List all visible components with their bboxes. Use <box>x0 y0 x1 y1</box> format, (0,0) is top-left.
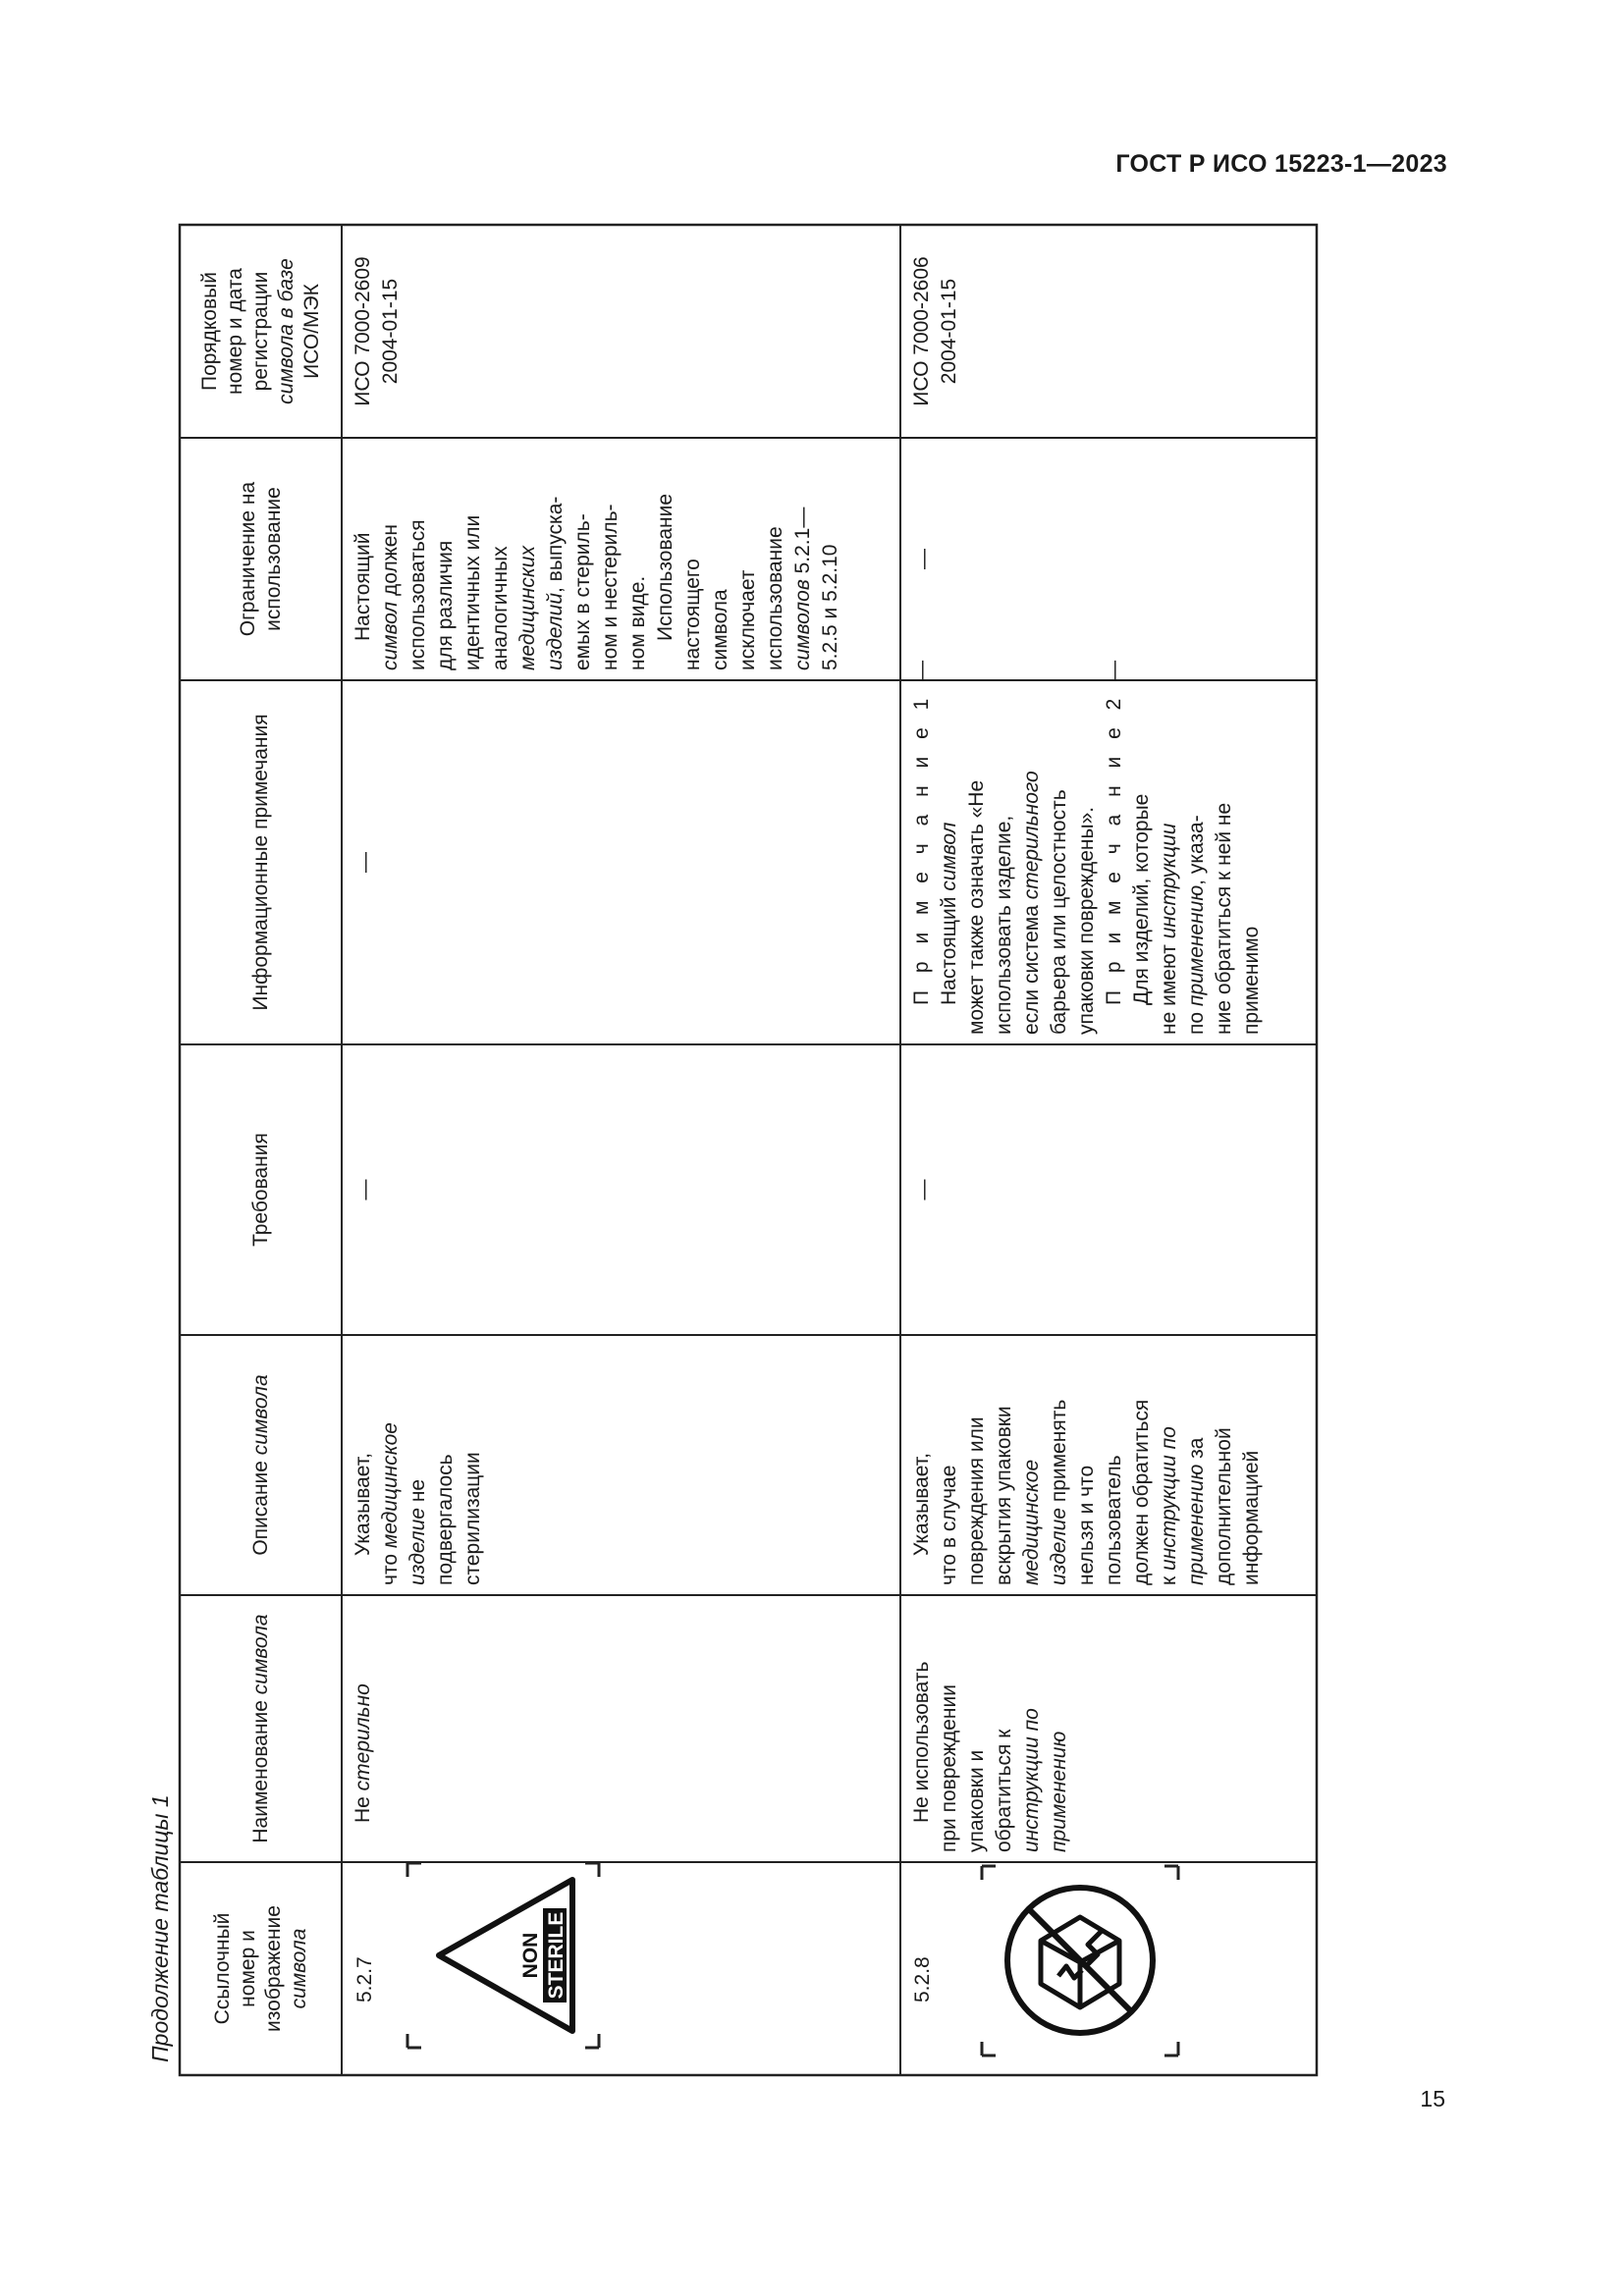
header-text: ИСО/МЭК <box>299 284 323 379</box>
cell-line: 2004-01-15 <box>379 278 402 385</box>
cell-line: — <box>353 852 376 873</box>
cell-line: упаковки и <box>965 1749 988 1852</box>
header-text: регистрации <box>248 271 272 392</box>
header-text: Информационные примечания <box>248 714 272 1011</box>
cell-line: при повреждении <box>938 1684 960 1852</box>
cell-line: изделие <box>1048 1508 1070 1585</box>
non-sterile-triangle-icon <box>398 1857 609 2054</box>
row-5-2-8-name <box>900 1595 1317 1862</box>
header-ref <box>180 1862 342 2075</box>
header-text: Порядковый <box>197 272 221 391</box>
cell-line: изделий <box>544 593 567 670</box>
cell-line: нельзя и что <box>1075 1465 1098 1585</box>
cell-line: применению <box>1185 1464 1208 1585</box>
row-5-2-7-registration <box>342 225 900 438</box>
cell-line: применять <box>1048 1399 1070 1508</box>
cell-line: исключает <box>736 569 759 670</box>
cell-line: — <box>912 1179 935 1201</box>
cell-line: применению <box>1185 884 1208 1007</box>
cell-line: упаковки повреждены». <box>1075 806 1098 1035</box>
header-text: номер и дата <box>223 268 246 396</box>
cell-line: по <box>1185 1006 1208 1035</box>
table-caption: Продолжение таблицы 1 <box>147 1794 173 2062</box>
cell-line: дополнительной <box>1213 1427 1235 1585</box>
header-text: символа <box>287 1928 310 2009</box>
damaged-package-prohibition-icon <box>972 1860 1188 2061</box>
row-5-2-7-restriction <box>342 438 900 680</box>
cell-line: емых в стериль- <box>571 513 594 670</box>
cell-line: 2004-01-15 <box>938 278 960 385</box>
row-5-2-8-description <box>900 1335 1317 1595</box>
cell-line: стерильно <box>352 1683 374 1791</box>
cell-line: обратиться к <box>993 1729 1015 1852</box>
cell-line: ИСО 7000-2609 <box>352 256 374 406</box>
cell-line: П р и м е ч а н и е 2 — <box>1103 654 1125 1005</box>
cell-line: инструкции <box>1158 823 1180 939</box>
cell-line: Использование <box>654 493 677 641</box>
cell-line: ном виде. <box>626 575 649 670</box>
cell-line: Не <box>352 1790 374 1823</box>
row-5-2-7-requirements <box>342 1044 900 1335</box>
header-notes <box>180 680 342 1044</box>
cell-line: использовать изделие, <box>993 815 1015 1035</box>
header-text: Наименование <box>248 1694 272 1843</box>
cell-line: П р и м е ч а н и е 1 — <box>910 654 933 1005</box>
cell-line: Настоящий <box>938 890 960 1005</box>
cell-line: может также означать «Не <box>965 779 988 1035</box>
cell-line: повреждения или <box>965 1416 988 1585</box>
cell-line: барьера или целостность <box>1048 789 1070 1035</box>
cell-line: 5.2.5 и 5.2.10 <box>819 544 841 670</box>
header-name <box>180 1595 342 1862</box>
cell-line: ние обратиться к ней не <box>1213 802 1235 1035</box>
cell-line: должен <box>379 523 402 602</box>
cell-line: , указа- <box>1185 815 1208 885</box>
cell-line: Для изделий, которые <box>1130 793 1153 1005</box>
cell-line: Настоящий <box>352 532 374 641</box>
cell-line: символ <box>379 601 402 670</box>
cell-line: инструкции по <box>1158 1426 1180 1571</box>
row-5-2-8-registration <box>900 225 1317 438</box>
header-text: Ссылочный <box>210 1912 234 2025</box>
header-text: Ограничение на <box>236 481 259 637</box>
row-5-2-7-description <box>342 1335 900 1595</box>
cell-line: 5.2.1— <box>791 507 814 580</box>
header-registration <box>180 225 342 438</box>
row-5-2-8-requirements <box>900 1044 1317 1335</box>
cell-line: ном и нестериль- <box>599 504 622 670</box>
cell-line: медицинских <box>516 546 539 670</box>
cell-line: символ <box>938 822 960 891</box>
cell-line: должен обратиться <box>1130 1399 1153 1585</box>
cell-line: вскрытия упаковки <box>993 1406 1015 1585</box>
row-5-2-7-notes <box>342 680 900 1044</box>
header-text: символа <box>248 1614 272 1695</box>
header-restriction <box>180 438 342 680</box>
cell-line: идентичных или <box>461 514 484 670</box>
symbol-text-non: NON <box>519 1932 542 1979</box>
header-text: Требования <box>248 1133 272 1247</box>
symbol-text-sterile: STERILE <box>545 1911 568 2000</box>
cell-line: Указывает, <box>910 1453 933 1556</box>
header-text: символа в базе <box>274 258 298 404</box>
cell-line: стерильного <box>1020 771 1043 900</box>
cell-line: стерилизации <box>461 1452 484 1585</box>
row-5-2-7-name <box>342 1595 900 1862</box>
cell-line: инструкции по <box>1020 1708 1043 1852</box>
cell-line: если система <box>1020 899 1043 1035</box>
cell-line: информацией <box>1240 1450 1263 1585</box>
cell-line: что <box>379 1548 402 1585</box>
cell-line: ИСО 7000-2606 <box>910 256 933 406</box>
cell-line: подвергалось <box>434 1454 457 1585</box>
header-text: номер и <box>236 1930 259 2007</box>
cell-line: , выпуска- <box>544 496 567 593</box>
cell-line: настоящего <box>681 559 704 670</box>
cell-line: символов <box>791 579 814 670</box>
cell-line: для различия <box>434 540 457 670</box>
cell-line: — <box>353 1179 376 1201</box>
cell-line: использоваться <box>406 519 429 670</box>
header-text: символа <box>248 1374 272 1456</box>
cell-line: Не использовать <box>910 1661 933 1823</box>
cell-line: что в случае <box>938 1465 960 1585</box>
header-text: изображение <box>261 1905 285 2032</box>
cell-line: за <box>1185 1437 1208 1465</box>
cell-line: пользователь <box>1103 1455 1125 1585</box>
cell-line: — <box>912 549 935 569</box>
row-5-2-8-ref: 5.2.8 <box>911 1956 934 2002</box>
header-description <box>180 1335 342 1595</box>
cell-line: к <box>1158 1570 1180 1585</box>
cell-line: изделие <box>406 1508 429 1585</box>
cell-line: не <box>406 1478 429 1508</box>
cell-line: не имеют <box>1158 938 1180 1035</box>
cell-line: Указывает, <box>352 1453 374 1556</box>
header-requirements <box>180 1044 342 1335</box>
header-text: Описание <box>248 1455 272 1556</box>
header-text: использование <box>261 487 285 631</box>
cell-line: медицинское <box>379 1422 402 1549</box>
row-5-2-8-notes <box>900 654 1317 1044</box>
cell-line: использование <box>764 526 786 670</box>
cell-line: применению <box>1048 1731 1070 1852</box>
cell-line: символа <box>709 589 731 670</box>
page-number: 15 <box>1420 2086 1445 2111</box>
cell-line: аналогичных <box>489 546 512 670</box>
cell-line: применимо <box>1240 926 1263 1035</box>
row-5-2-7-ref: 5.2.7 <box>353 1956 376 2002</box>
cell-line: медицинское <box>1020 1459 1043 1585</box>
standard-designation: ГОСТ Р ИСО 15223-1—2023 <box>1115 150 1447 178</box>
row-5-2-8-restriction <box>900 438 1317 680</box>
